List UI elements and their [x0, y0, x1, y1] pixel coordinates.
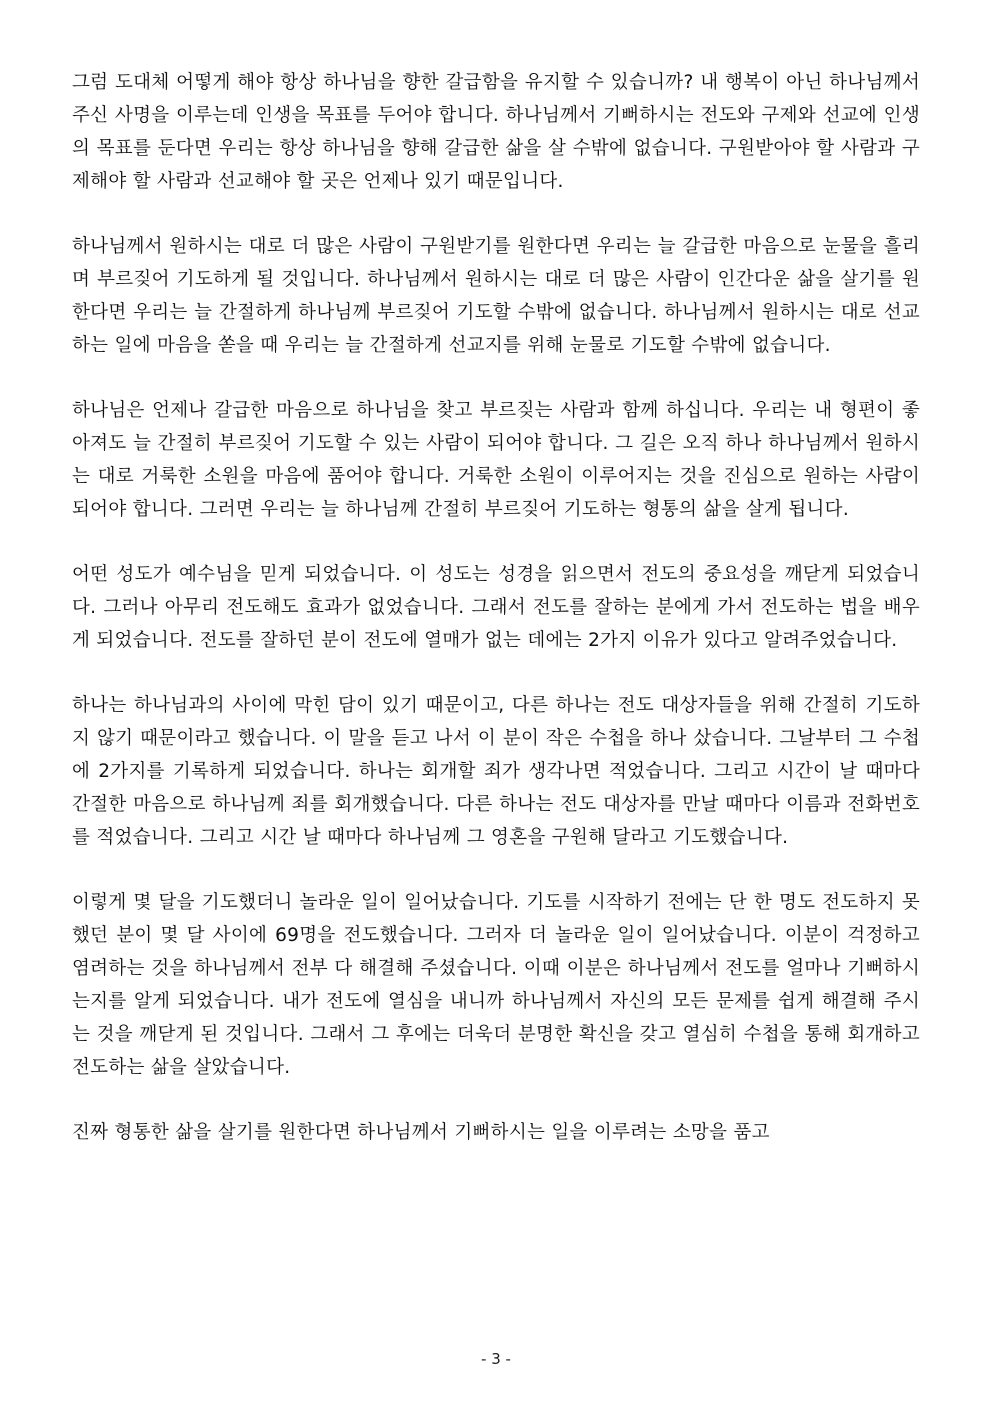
paragraph: 그럼 도대체 어떻게 해야 항상 하나님을 향한 갈급함을 유지할 수 있습니까? 내 행복이 아닌 하나님께서 주신 사명을 이루는데 인생을 목표를 두어야 합니다. 하나님께서 기뻐하시는 전도와 구제와 선교에 인생의 목표를 둔다면 우리는 항상 하나님을 향해 갈급한 삶을 살 수밖에 없습니다. 구원받아야 할 사람과 구제해야 할 사람과 선교해야 할 곳은 언제나 있기 때문입니다. — [72, 72, 920, 192]
paragraph: 이렇게 몇 달을 기도했더니 놀라운 일이 일어났습니다. 기도를 시작하기 전에는 단 한 명도 전도하지 못했던 분이 몇 달 사이에 69명을 전도했습니다. 그러자 더 놀라운 일이 일어났습니다. 이분이 걱정하고 염려하는 것을 하나님께서 전부 다 해결해 주셨습니다. 이때 이분은 하나님께서 전도를 얼마나 기뻐하시는지를 알게 되었습니다. 내가 전도에 열심을 내니까 하나님께서 자신의 모든 문제를 쉽게 해결해 주시는 것을 깨닫게 된 것입니다. 그래서 그 후에는 더욱더 분명한 확신을 갖고 열심히 수첩을 통해 회개하고 전도하는 삶을 살았습니다. — [72, 892, 920, 1078]
paragraph: 하나님은 언제나 갈급한 마음으로 하나님을 찾고 부르짖는 사람과 함께 하십니다. 우리는 내 형편이 좋아져도 늘 간절히 부르짖어 기도할 수 있는 사람이 되어야 합니다. 그 길은 오직 하나 하나님께서 원하시는 대로 거룩한 소원을 마음에 품어야 합니다. 거룩한 소원이 이루어지는 것을 진심으로 원하는 사람이 되어야 합니다. 그러면 우리는 늘 하나님께 간절히 부르짖어 기도하는 형통의 삶을 살게 됩니다. — [72, 400, 920, 520]
document-body — [72, 66, 920, 1181]
paragraph: 하나님께서 원하시는 대로 더 많은 사람이 구원받기를 원한다면 우리는 늘 갈급한 마음으로 눈물을 흘리며 부르짖어 기도하게 될 것입니다. 하나님께서 원하시는 대로 더 많은 사람이 인간다운 삶을 살기를 원한다면 우리는 늘 간절하게 하나님께 부르짖어 기도할 수밖에 없습니다. 하나님께서 원하시는 대로 선교하는 일에 마음을 쏟을 때 우리는 늘 간절하게 선교지를 위해 눈물로 기도할 수밖에 없습니다. — [72, 236, 920, 356]
paragraph: 어떤 성도가 예수님을 믿게 되었습니다. 이 성도는 성경을 읽으면서 전도의 중요성을 깨닫게 되었습니다. 그러나 아무리 전도해도 효과가 없었습니다. 그래서 전도를 잘하는 분에게 가서 전도하는 법을 배우게 되었습니다. 전도를 잘하던 분이 전도에 열매가 없는 데에는 2가지 이유가 있다고 알려주었습니다. — [72, 564, 920, 651]
paragraph: 하나는 하나님과의 사이에 막힌 담이 있기 때문이고, 다른 하나는 전도 대상자들을 위해 간절히 기도하지 않기 때문이라고 했습니다. 이 말을 듣고 나서 이 분이 작은 수첩을 하나 샀습니다. 그날부터 그 수첩에 2가지를 기록하게 되었습니다. 하나는 회개할 죄가 생각나면 적었습니다. 그리고 시간이 날 때마다 간절한 마음으로 하나님께 죄를 회개했습니다. 다른 하나는 전도 대상자를 만날 때마다 이름과 전화번호를 적었습니다. 그리고 시간 날 때마다 하나님께 그 영혼을 구원해 달라고 기도했습니다. — [72, 695, 920, 848]
page-number: - 3 - — [481, 1350, 511, 1368]
paragraph: 진짜 형통한 삶을 살기를 원한다면 하나님께서 기뻐하시는 일을 이루려는 소망을 품고 — [72, 1122, 770, 1143]
